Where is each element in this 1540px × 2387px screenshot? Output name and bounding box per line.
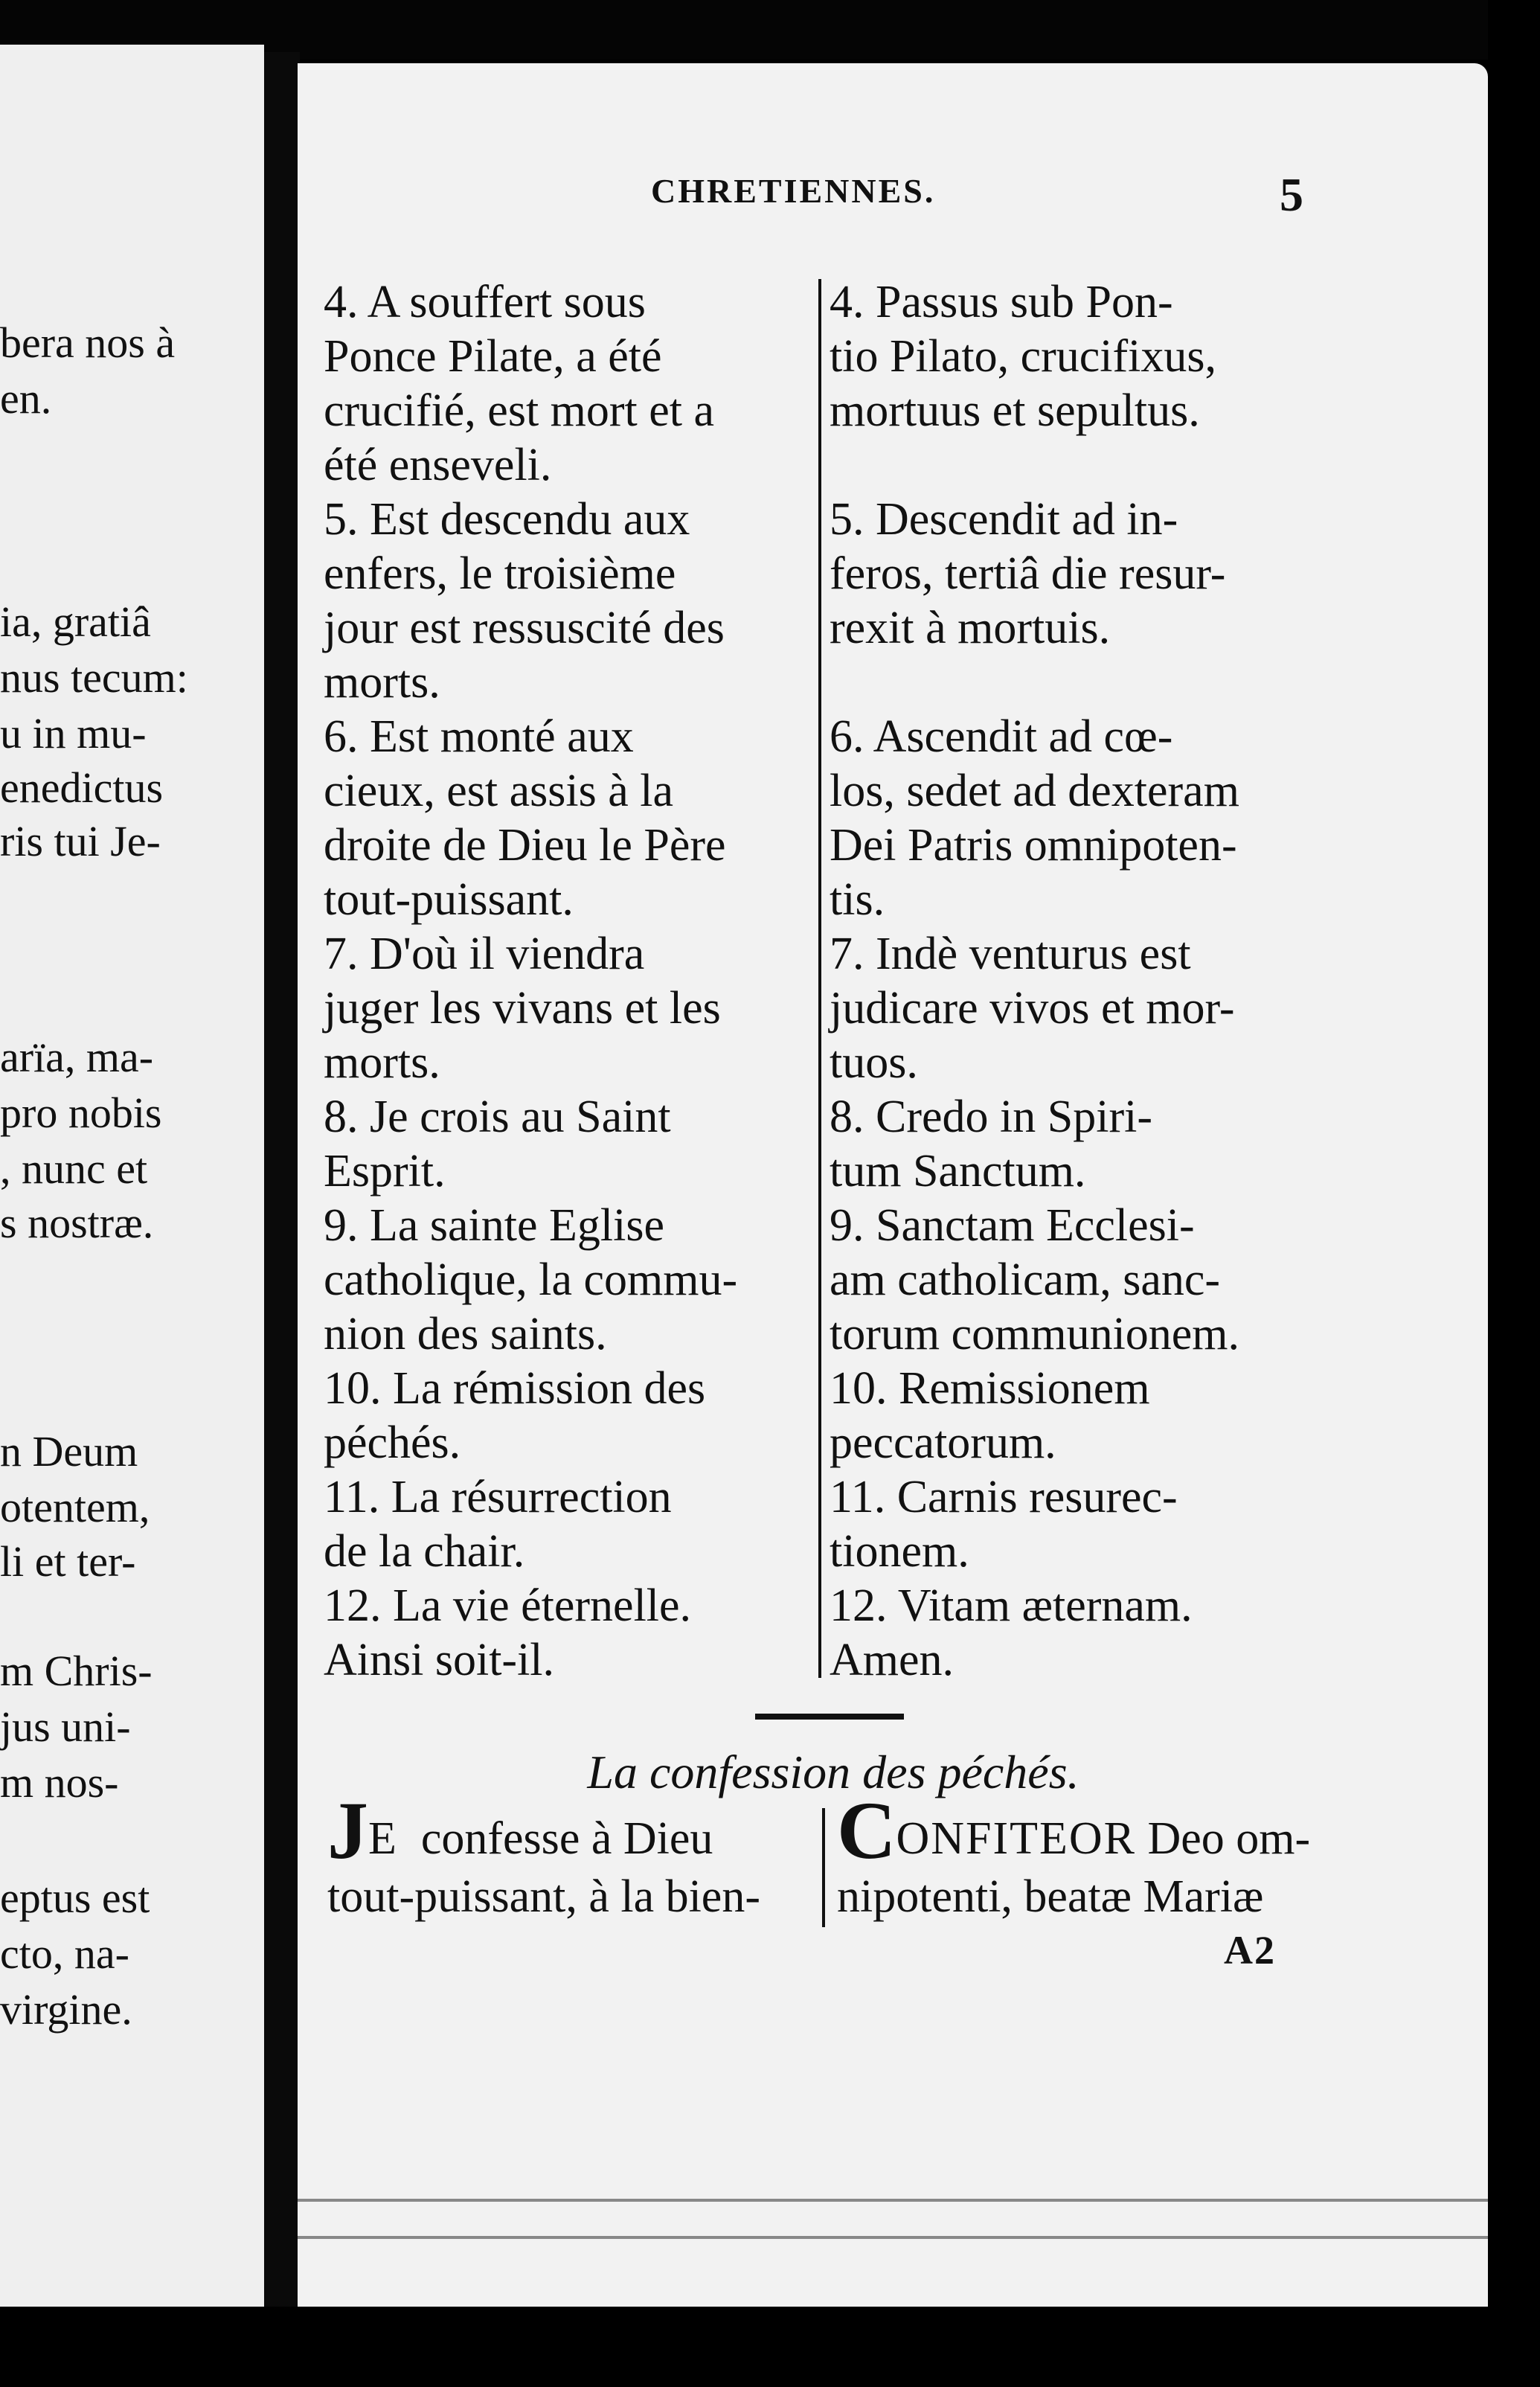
confession-french [327,1785,760,1926]
scan-background-bottom [0,2307,1540,2387]
left-page-line: li et ter- [0,1537,136,1586]
latin-line: 7. Indè venturus est [830,929,1191,979]
column-divider [818,279,821,1678]
french-line: Ainsi soit-il. [324,1635,555,1685]
latin-line [830,656,1335,710]
left-page-line: ia, gratiâ [0,597,151,646]
section-rule [755,1714,904,1720]
drop-cap: J [327,1785,368,1876]
left-page-line: ris tui Je- [0,817,161,865]
latin-line: tionem. [830,1526,969,1577]
left-page-fragment [0,45,264,2307]
latin-line: torum communionem. [830,1309,1240,1359]
french-line: 7. D'où il viendra [324,929,645,979]
latin-line: tis. [830,874,885,925]
left-page-line: n Deum [0,1427,138,1476]
french-line: été enseveli. [324,440,552,490]
french-column [324,275,807,1688]
left-page-line: pro nobis [0,1089,162,1137]
latin-line: Amen. [830,1635,955,1685]
scan-line [298,2199,1488,2202]
french-line: juger les vivans et les [324,983,721,1034]
french-line: 10. La rémission des [324,1363,706,1414]
french-line: 11. La résurrection [324,1472,672,1522]
latin-line: 6. Ascendit ad cœ- [830,711,1173,762]
french-line: 9. La sainte Eglise [324,1200,664,1251]
latin-line: rexit à mortuis. [830,603,1111,653]
french-line: de la chair. [324,1526,525,1577]
latin-line [830,438,1335,493]
french-line: 5. Est descendu aux [324,494,690,545]
left-page-line: en. [0,374,52,423]
latin-line: 8. Credo in Spiri- [830,1092,1152,1142]
french-line: Ponce Pilate, a été [324,331,662,382]
left-page-line: otentem, [0,1483,150,1531]
latin-line: 11. Carnis resurec- [830,1472,1178,1522]
latin-line: am catholicam, sanc- [830,1255,1221,1305]
latin-line: tio Pilato, crucifixus, [830,331,1217,382]
confession-latin [837,1785,1311,1926]
book-gutter [264,52,300,2314]
latin-line: 4. Passus sub Pon- [830,277,1173,327]
french-line: morts. [324,1037,440,1088]
left-page-line: m nos- [0,1758,119,1807]
latin-line: feros, tertiâ die resur- [830,548,1226,599]
french-line: tout-puissant. [324,874,574,925]
scan-line [298,2236,1488,2239]
left-page-line: arïa, ma- [0,1033,154,1081]
french-line: cieux, est assis à la [324,766,674,816]
section-title: La confession des péchés. [587,1746,1079,1798]
french-line: 8. Je crois au Saint [324,1092,671,1142]
book-page [298,63,1488,2307]
page-number: 5 [1280,168,1303,221]
left-page-line: m Chris- [0,1647,153,1695]
french-line: 6. Est monté aux [324,711,634,762]
left-page-line: bera nos à [0,318,176,367]
left-page-line: u in mu- [0,709,147,757]
latin-column [830,275,1335,1688]
latin-line: 9. Sanctam Ecclesi- [830,1200,1195,1251]
latin-line: judicare vivos et mor- [830,983,1235,1034]
latin-line: 10. Remissionem [830,1363,1150,1414]
left-page-line: s nostræ. [0,1199,154,1247]
french-line: catholique, la commu- [324,1255,738,1305]
small-caps-word: E [368,1813,398,1864]
latin-line: Dei Patris omnipoten- [830,820,1237,871]
french-line: crucifié, est mort et a [324,385,715,436]
running-head: CHRETIENNES. [651,172,936,210]
left-page-line: , nunc et [0,1144,148,1193]
latin-line: los, sedet ad dexteram [830,766,1239,816]
latin-line: tum Sanctum. [830,1146,1086,1196]
french-line: Esprit. [324,1146,446,1196]
french-line: enfers, le troisième [324,548,676,599]
french-line: nion des saints. [324,1309,607,1359]
french-line: droite de Dieu le Père [324,820,726,871]
french-line: 4. A souffert sous [324,277,646,327]
signature-mark: A2 [1224,1928,1276,1973]
left-page-line: jus uni- [0,1702,131,1751]
latin-line: peccatorum. [830,1417,1056,1468]
left-page-line: nus tecum: [0,653,188,702]
small-caps-word: ONFITEOR [896,1813,1137,1864]
scan-background-right [1488,0,1540,2387]
latin-line: 5. Descendit ad in- [830,494,1178,545]
french-line: péchés. [324,1417,461,1468]
left-page-line: enedictus [0,763,164,812]
confession-text: tout-puissant, à la bien- [327,1871,760,1922]
left-page-line: cto, na- [0,1929,129,1978]
french-line: morts. [324,657,440,708]
confession-text: nipotenti, beatæ Mariæ [837,1871,1264,1922]
french-line: jour est ressuscité des [324,603,725,653]
left-page-line: virgine. [0,1985,132,2034]
confession-text: Deo om- [1147,1813,1311,1864]
latin-line: tuos. [830,1037,918,1088]
french-line: 12. La vie éternelle. [324,1580,692,1631]
column-divider [822,1808,825,1927]
drop-cap: C [837,1785,896,1876]
confession-text: confesse à Dieu [420,1813,713,1864]
latin-line: mortuus et sepultus. [830,385,1200,436]
left-page-line: eptus est [0,1874,150,1922]
latin-line: 12. Vitam æternam. [830,1580,1193,1631]
